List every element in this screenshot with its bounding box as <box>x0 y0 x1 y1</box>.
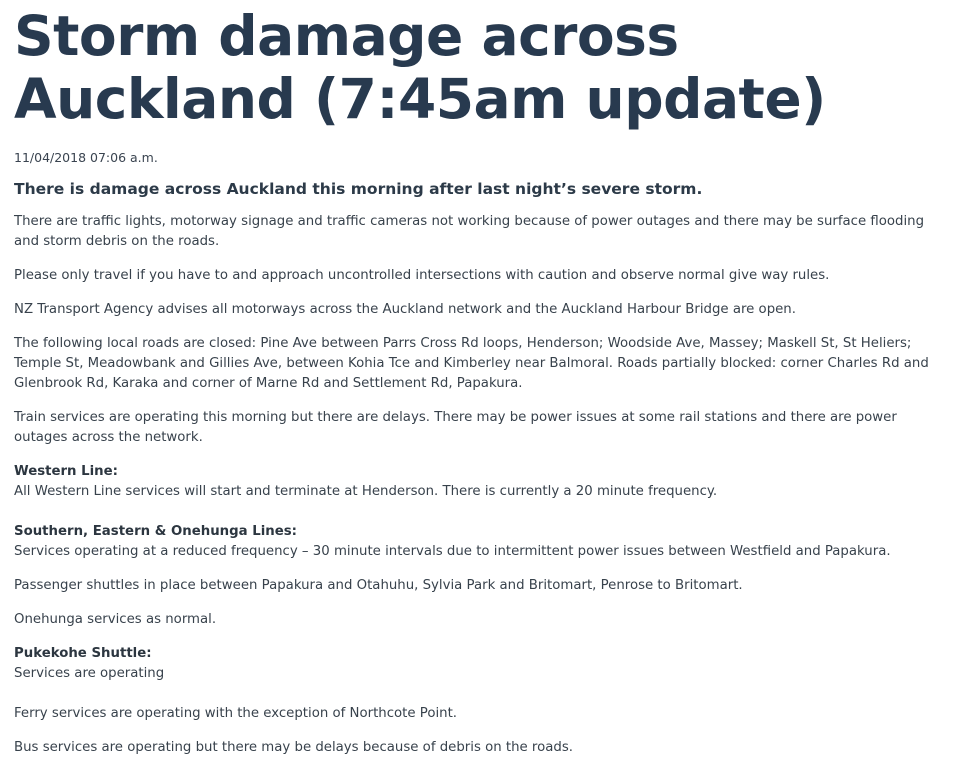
paragraph-ferry: Ferry services are operating with the exception of Northcote Point. <box>14 706 458 721</box>
paragraph-shuttles: Passenger shuttles in place between Papakura and Otahuhu, Sylvia Park and Britomart, Penrose to Britomart. <box>14 578 743 593</box>
lead-paragraph: There is damage across Auckland this morning after last night’s severe storm. <box>14 180 703 198</box>
paragraph-road-closures: The following local roads are closed: Pine Ave between Parrs Cross Rd loops, Henderson; Woodside Ave, Massey; Maskell St, St Heliers; Temple St, Meadowbank and Gillies Ave, between Kohia Tce and Kimberley near Balmoral. Roads partially blocked: corner Charles Rd and Glenbrook Rd, Karaka and corner of Marne Rd and Settlement Rd, Papakura. <box>14 336 929 391</box>
paragraph-bus: Bus services are operating but there may be delays because of debris on the roads. <box>14 740 573 755</box>
paragraph-travel: Please only travel if you have to and approach uncontrolled intersections with caution and observe normal give way rules. <box>14 268 830 283</box>
section-heading-western: Western Line: <box>14 464 118 479</box>
paragraph-trains: Train services are operating this morning but there are delays. There may be power issues at some rail stations and there are power outages across the network. <box>14 410 897 445</box>
page-title: Storm damage across Auckland (7:45am update) <box>14 4 826 131</box>
section-heading-pukekohe: Pukekohe Shuttle: <box>14 646 152 661</box>
publish-date: 11/04/2018 07:06 a.m. <box>14 150 158 165</box>
section-southern-lines <box>14 522 948 562</box>
paragraph-traffic: There are traffic lights, motorway signage and traffic cameras not working because of power outages and there may be surface flooding and storm debris on the roads. <box>14 214 925 249</box>
section-western-line <box>14 462 948 502</box>
section-pukekohe-shuttle <box>14 644 948 684</box>
paragraph-onehunga: Onehunga services as normal. <box>14 612 217 627</box>
section-text-pukekohe: Services are operating <box>14 666 165 681</box>
section-heading-southern: Southern, Eastern & Onehunga Lines: <box>14 524 298 539</box>
section-text-western: All Western Line services will start and terminate at Henderson. There is currently a 20 minute frequency. <box>14 484 718 499</box>
paragraph-motorways: NZ Transport Agency advises all motorways across the Auckland network and the Auckland Harbour Bridge are open. <box>14 302 796 317</box>
section-text-southern: Services operating at a reduced frequency – 30 minute intervals due to intermittent power issues between Westfield and Papakura. <box>14 544 891 559</box>
